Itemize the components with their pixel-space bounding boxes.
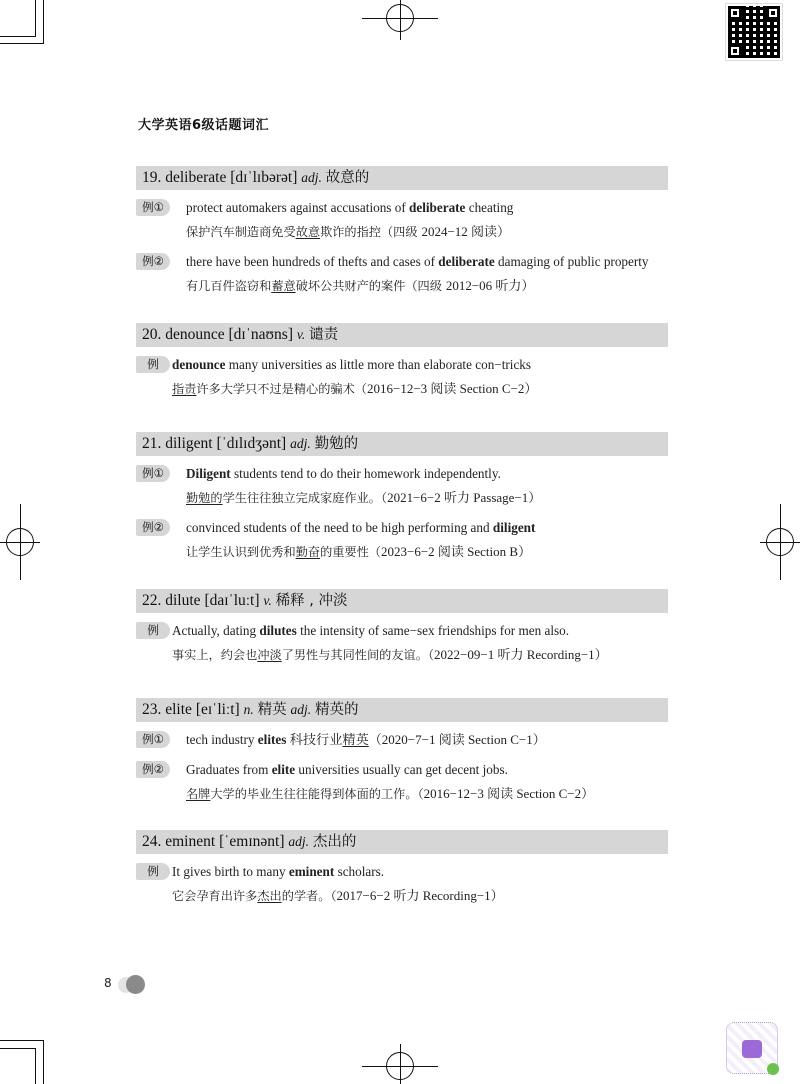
qr-code-icon xyxy=(726,4,782,60)
entry-headword-bar xyxy=(136,589,668,613)
example-english-post: damaging of public property xyxy=(494,254,649,269)
example-chinese-post: 破坏公共财产的案件（四级 xyxy=(295,279,446,293)
registration-mark-top-h xyxy=(362,18,438,19)
example-keyword: denounce xyxy=(172,357,226,372)
example-source: 2024−12 阅读） xyxy=(421,224,511,239)
example-chinese-keyword: 勤勉的 xyxy=(186,491,223,505)
meaning: 勤勉的 xyxy=(314,436,359,452)
entry-headword-bar xyxy=(136,323,668,347)
registration-mark-top-v xyxy=(400,0,401,40)
example-source: 2016−12−3 阅读 Section C−2） xyxy=(423,786,595,801)
example-english-post: many universities as little more than elaborate con−tricks xyxy=(225,357,532,372)
part-of-speech: adj. xyxy=(301,170,322,185)
example-english-post: universities usually can get decent jobs. xyxy=(295,762,508,777)
example-chinese-pre: 保护汽车制造商免受 xyxy=(186,225,296,239)
example-chinese xyxy=(186,220,668,244)
example-source: 2022−09−1 听力 Recording−1） xyxy=(434,647,608,662)
example-english-pre: It gives birth to many xyxy=(172,864,289,879)
example-source: 2016−12−3 阅读 Section C−2） xyxy=(367,381,538,396)
example-tag: 例② xyxy=(136,761,170,778)
example-source: 2021−6−2 听力 Passage−1） xyxy=(387,490,542,505)
example-english xyxy=(186,728,668,752)
example-english xyxy=(186,196,668,220)
example xyxy=(136,250,668,298)
example-chinese-post: 大学的毕业生往往能得到体面的工作。（ xyxy=(210,787,424,801)
running-head: 大学英语6级话题词汇 xyxy=(138,118,270,133)
example-english-pre: protect automakers against accusations of xyxy=(186,200,410,215)
registration-mark-bottom-v xyxy=(400,1044,401,1084)
example-tag: 例 xyxy=(136,356,170,373)
example-english xyxy=(172,353,668,377)
example-chinese-keyword: 冲淡 xyxy=(257,648,282,662)
example-english xyxy=(186,516,668,540)
meaning-2: 精英的 xyxy=(314,702,359,718)
example-chinese xyxy=(186,486,668,510)
entry-number: 20. xyxy=(142,326,162,343)
part-of-speech: adj. xyxy=(290,436,311,451)
example-tag: 例① xyxy=(136,731,170,748)
entry-headword-bar xyxy=(136,432,668,456)
example-tag: 例② xyxy=(136,519,170,536)
entry-headword-bar xyxy=(136,698,668,722)
example-keyword: Diligent xyxy=(186,466,231,481)
meaning: 稀释 , 冲淡 xyxy=(275,593,348,609)
example-source: 2017−6−2 听力 Recording−1） xyxy=(336,888,504,903)
example-keyword: deliberate xyxy=(409,200,466,215)
crop-mark-bottom-left-v xyxy=(43,1040,44,1084)
phonetic: [dɪˈlɪbərət] xyxy=(230,169,298,186)
example-chinese-keyword: 蓄意 xyxy=(271,279,296,293)
entry-number: 19. xyxy=(142,169,162,186)
headword: denounce xyxy=(165,326,225,343)
example-english xyxy=(186,250,668,274)
entry-number: 23. xyxy=(142,701,162,718)
phonetic: [eɪˈliːt] xyxy=(195,701,240,718)
entry-number: 21. xyxy=(142,435,162,452)
example-chinese xyxy=(172,643,668,667)
entry-headword-bar xyxy=(136,166,668,190)
crop-mark-top-left-h xyxy=(0,36,36,37)
example xyxy=(136,619,668,667)
vocab-entry-elite xyxy=(136,698,668,806)
example-source: 2023−6−2 阅读 Section B） xyxy=(381,544,532,559)
example-chinese-keyword: 故意 xyxy=(295,225,321,239)
meaning: 故意的 xyxy=(325,170,370,186)
meaning: 谴责 xyxy=(309,327,339,343)
meaning: 杰出的 xyxy=(312,834,357,850)
example-chinese-post: 许多大学只不过是精心的骗术（ xyxy=(196,382,367,396)
crop-mark-bottom-left-h2 xyxy=(0,1040,44,1041)
example-english-post: the intensity of same−sex friendships for men also. xyxy=(296,623,570,638)
example-english-pre: tech industry xyxy=(186,732,258,747)
part-of-speech: adj. xyxy=(288,834,309,849)
vocab-entry-dilute xyxy=(136,589,668,667)
page-number: 8 xyxy=(104,976,112,990)
example-chinese-keyword: 名牌 xyxy=(186,787,211,801)
example-chinese-keyword: 杰出 xyxy=(257,889,282,903)
example-english-post: students tend to do their homework independently. xyxy=(230,466,501,481)
example-keyword: deliberate xyxy=(438,254,495,269)
example-english-pre: Graduates from xyxy=(186,762,272,777)
vocab-entry-deliberate xyxy=(136,166,668,298)
page-dot-icon xyxy=(126,975,145,994)
example xyxy=(136,353,668,401)
phonetic: [ˈemɪnənt] xyxy=(219,833,285,850)
example-chinese-pre: 它会孕育出许多 xyxy=(172,889,258,903)
example-chinese xyxy=(172,377,668,401)
example-english-post: scholars. xyxy=(334,864,385,879)
example xyxy=(136,516,668,564)
example-english-pre: there have been hundreds of thefts and cases of xyxy=(186,254,439,269)
example-source: （2020−7−1 阅读 Section C−1） xyxy=(368,732,546,747)
example-chinese-pre: 事实上，约会也 xyxy=(172,648,258,662)
vocab-entry-diligent xyxy=(136,432,668,564)
example-chinese xyxy=(186,782,668,806)
phonetic: [dɪˈnaʊns] xyxy=(228,326,293,343)
mascot-stamp-icon xyxy=(726,1022,778,1074)
entry-number: 22. xyxy=(142,592,162,609)
example xyxy=(136,758,668,806)
registration-mark-bottom-h xyxy=(362,1066,438,1067)
example-english-post: cheating xyxy=(465,200,514,215)
part-of-speech: n. xyxy=(243,702,254,717)
example-keyword-cn: 精英 xyxy=(342,732,369,747)
registration-mark-right-h xyxy=(760,542,800,543)
example-english xyxy=(186,462,668,486)
part-of-speech-2: adj. xyxy=(290,702,312,717)
example-source: 2012−06 听力） xyxy=(445,278,535,293)
example-chinese xyxy=(186,540,668,564)
example-english xyxy=(172,860,668,884)
example-chinese-keyword: 勤奋 xyxy=(295,545,321,559)
example-keyword: dilutes xyxy=(259,623,297,638)
example-chinese xyxy=(172,884,668,908)
example-keyword: elites xyxy=(257,732,287,747)
crop-mark-top-left-v2 xyxy=(35,0,36,36)
example-keyword: diligent xyxy=(492,520,536,535)
example-keyword: eminent xyxy=(288,864,335,879)
example-chinese-post: 的学者。（ xyxy=(281,889,337,903)
example-chinese-post: 的重要性（ xyxy=(320,545,381,559)
example xyxy=(136,196,668,244)
entry-number: 24. xyxy=(142,833,162,850)
vocab-entry-eminent xyxy=(136,830,668,908)
example-tag: 例① xyxy=(136,465,170,482)
phonetic: [daɪˈluːt] xyxy=(204,592,260,609)
example-chinese-post: 欺诈的指控（四级 xyxy=(320,225,422,239)
headword: deliberate xyxy=(165,169,227,186)
crop-mark-bottom-left-h xyxy=(0,1048,36,1049)
example-english xyxy=(172,619,668,643)
example-chinese-pre: 让学生认识到优秀和 xyxy=(186,545,296,559)
example-english-pre: convinced students of the need to be high performing and xyxy=(186,520,493,535)
example-tag: 例 xyxy=(136,622,170,639)
example-chinese-pre: 有几百件盗窃和 xyxy=(186,279,272,293)
example-tag: 例① xyxy=(136,199,170,216)
example-tag: 例② xyxy=(136,253,170,270)
example-english xyxy=(186,758,668,782)
phonetic: [ˈdɪlɪdʒənt] xyxy=(216,435,287,452)
example-english-post: 科技行业 xyxy=(286,732,343,747)
example xyxy=(136,462,668,510)
registration-mark-left-h xyxy=(0,542,40,543)
part-of-speech: v. xyxy=(263,593,272,608)
headword: diligent xyxy=(165,435,213,452)
headword: dilute xyxy=(165,592,201,609)
crop-mark-top-left-h2 xyxy=(0,43,44,44)
meaning: 精英 xyxy=(257,702,287,718)
headword: elite xyxy=(165,701,192,718)
example-english-pre: Actually, dating xyxy=(172,623,260,638)
crop-mark-top-left-v xyxy=(43,0,44,44)
entry-headword-bar xyxy=(136,830,668,854)
vocab-entry-denounce xyxy=(136,323,668,401)
headword: eminent xyxy=(165,833,216,850)
example-chinese-post: 了男性与其同性间的友谊。（ xyxy=(281,648,435,662)
part-of-speech: v. xyxy=(296,327,306,342)
example-chinese-post: 学生往往独立完成家庭作业。（ xyxy=(222,491,388,505)
example xyxy=(136,728,668,752)
example xyxy=(136,860,668,908)
example-chinese xyxy=(186,274,668,298)
example-keyword: elite xyxy=(271,762,296,777)
example-chinese-keyword: 指责 xyxy=(172,382,197,396)
crop-mark-bottom-left-v2 xyxy=(35,1048,36,1084)
example-tag: 例 xyxy=(136,863,170,880)
